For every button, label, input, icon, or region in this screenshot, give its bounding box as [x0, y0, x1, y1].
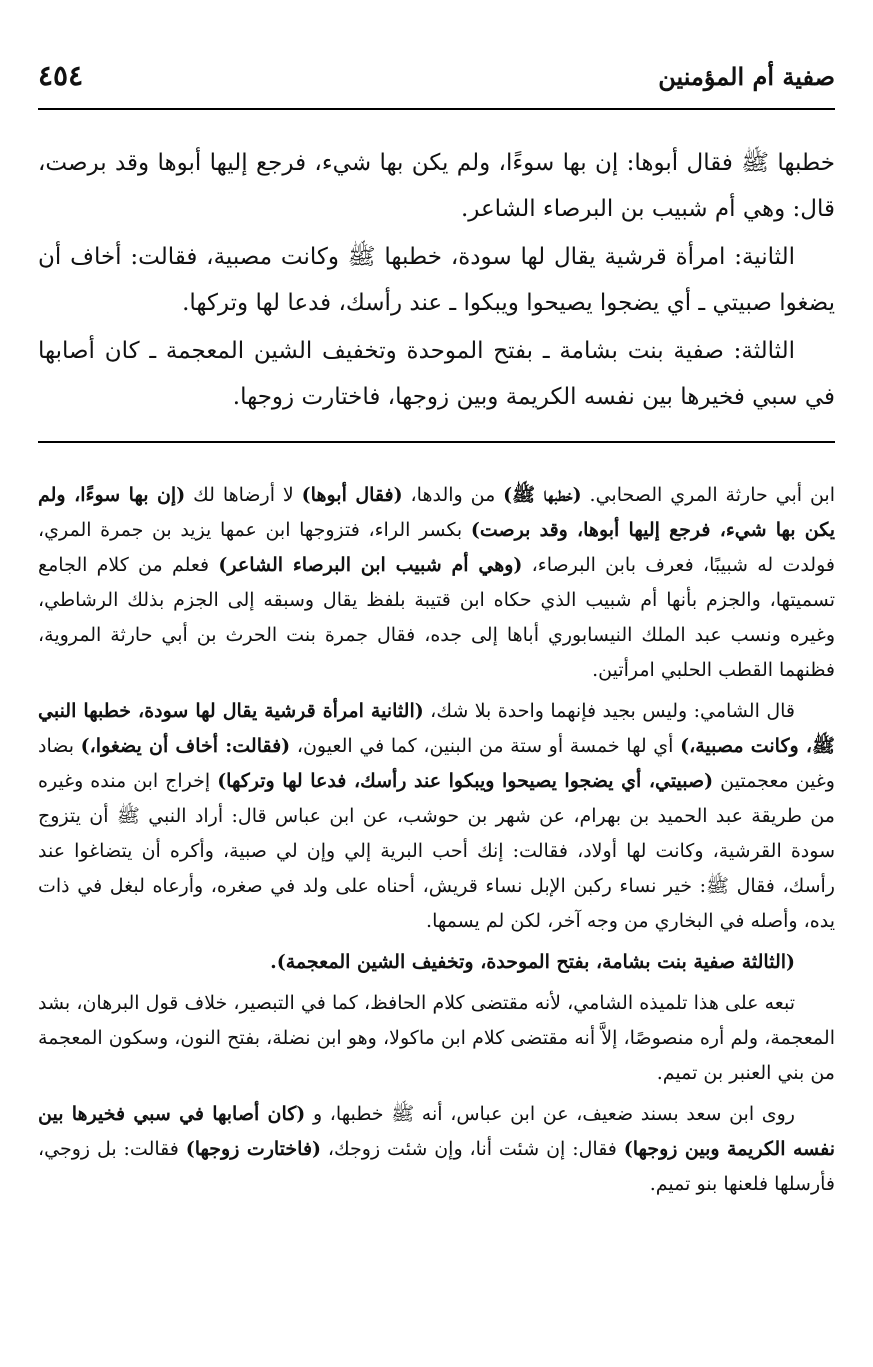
quoted-main-text: (صبيتي، أي يضجوا يصيحوا ويبكوا عند رأسك، فدعا لها وتركها) — [217, 770, 714, 792]
commentary — [38, 478, 835, 1208]
quoted-main-text: (وهي أم شبيب ابن البرصاء الشاعر) — [218, 554, 523, 576]
commentary-text: فقال: إن شئت أنا، وإن شئت زوجك، — [321, 1138, 624, 1160]
commentary-text: قال الشامي: وليس بجيد فإنهما واحدة بلا شك، — [423, 700, 795, 722]
quoted-main-text: (فقال أبوها) — [301, 484, 403, 506]
main-text-paragraph: الثانية: امرأة قرشية يقال لها سودة، خطبها ﷺ وكانت مصبية، فقالت: أخاف أن يضغوا صبيتي ـ أي يضجوا يصيحوا ويبكوا ـ عند رأسك، فدعا لها وتركها. — [38, 244, 835, 316]
running-title: صفية أم المؤمنين — [658, 62, 835, 91]
commentary-text: بكسر الراء، فتزوجها ابن عمها يزيد بن جمرة المري، فولدت له شبيبًا، فعرف بابن البرصاء، — [38, 519, 835, 576]
commentary-paragraph — [38, 478, 835, 688]
commentary-paragraph — [38, 945, 835, 980]
quoted-main-text: (فاختارت زوجها) — [185, 1138, 322, 1160]
main-text — [38, 140, 835, 422]
commentary-text: من والدها، — [402, 484, 504, 506]
commentary-text: أي لها خمسة أو ستة من البنين، كما في العيون، — [290, 735, 681, 757]
page-number: ٤٥٤ — [38, 59, 84, 92]
commentary-text: ابن أبي حارثة المري الصحابي. — [581, 484, 835, 506]
commentary-text: إخراج ابن منده وغيره من طريقة عبد الحميد بن بهرام، عن شهر بن حوشب، عن ابن عباس قال: أراد النبي ﷺ أن يتزوج سودة القرشية، وكانت لها أولاد، فقالت: إنك أحب البرية إلي وإن لي صبية، وأكره أن يتضاغوا عند رأسك، فقال ﷺ: خير نساء ركبن الإبل نساء قريش، أحناه على ولد في صغره، وأرعاه لبغل في ذات يده، وأصله في البخاري من وجه آخر، لكن لم يسمها. — [38, 770, 835, 932]
commentary-text: لا أرضاها لك — [185, 484, 302, 506]
quoted-main-text: (الثانية امرأة قرشية يقال لها سودة، خطبها النبي ﷺ، وكانت مصبية،) — [38, 700, 835, 757]
book-page — [38, 0, 835, 1367]
commentary-text: بضاد وغين معجمتين — [38, 735, 835, 792]
quoted-main-text: (إن بها سوءًا، ولم يكن بها شيء، فرجع إليها أبوها، وقد برصت) — [38, 484, 835, 541]
commentary-paragraph — [38, 694, 835, 939]
quoted-main-text: (الثالثة صفية بنت بشامة، بفتح الموحدة، وتخفيف الشين المعجمة). — [270, 951, 795, 973]
page-header — [38, 52, 835, 110]
quoted-main-text: (كان أصابها في سبي فخيرها بين نفسه الكريمة وبين زوجها) — [38, 1103, 835, 1160]
main-text-paragraph: خطبها ﷺ فقال أبوها: إن بها سوءًا، ولم يكن بها شيء، فرجع إليها أبوها وقد برصت، قال: وهي أم شبيب بن البرصاء الشاعر. — [38, 150, 835, 222]
quoted-main-text: (فقالت: أخاف أن يضغوا،) — [80, 735, 291, 757]
commentary-paragraph — [38, 986, 835, 1091]
commentary-text: تبعه على هذا تلميذه الشامي، لأنه مقتضى كلام الحافظ، كما في التبصير، خلاف قول البرهان، بشد المعجمة، ولم أره منصوصًا، إلاَّ أنه مقتضى كلام ابن ماكولا، وهو ابن نضلة، بفتح النون، وسكون المعجمة من بني العنبر بن تميم. — [38, 992, 835, 1084]
section-divider — [38, 441, 835, 443]
commentary-text: فقالت: بل زوجي، فأرسلها فلعنها بنو تميم. — [38, 1138, 835, 1195]
main-text-paragraph: الثالثة: صفية بنت بشامة ـ بفتح الموحدة وتخفيف الشين المعجمة ـ كان أصابها في سبي فخيرها بين نفسه الكريمة وبين زوجها، فاختارت زوجها. — [38, 338, 835, 410]
commentary-text: فعلم من كلام الجامع تسميتها، والجزم بأنها أم شبيب الذي حكاه ابن قتيبة بلفظ يقال وسبقه إلى الجزم بذلك الرشاطي، وغيره ونسب عبد الملك النيسابوري أباها إلى جده، فقال جمرة بنت الحرث بن أبي حارثة المروية، فظنهما القطب الحلبي امرأتين. — [38, 554, 835, 681]
commentary-text: روى ابن سعد بسند ضعيف، عن ابن عباس، أنه ﷺ خطبها، و — [305, 1103, 795, 1125]
quoted-main-text: (خطبها ﷺ) — [503, 484, 582, 506]
commentary-paragraph — [38, 1097, 835, 1202]
